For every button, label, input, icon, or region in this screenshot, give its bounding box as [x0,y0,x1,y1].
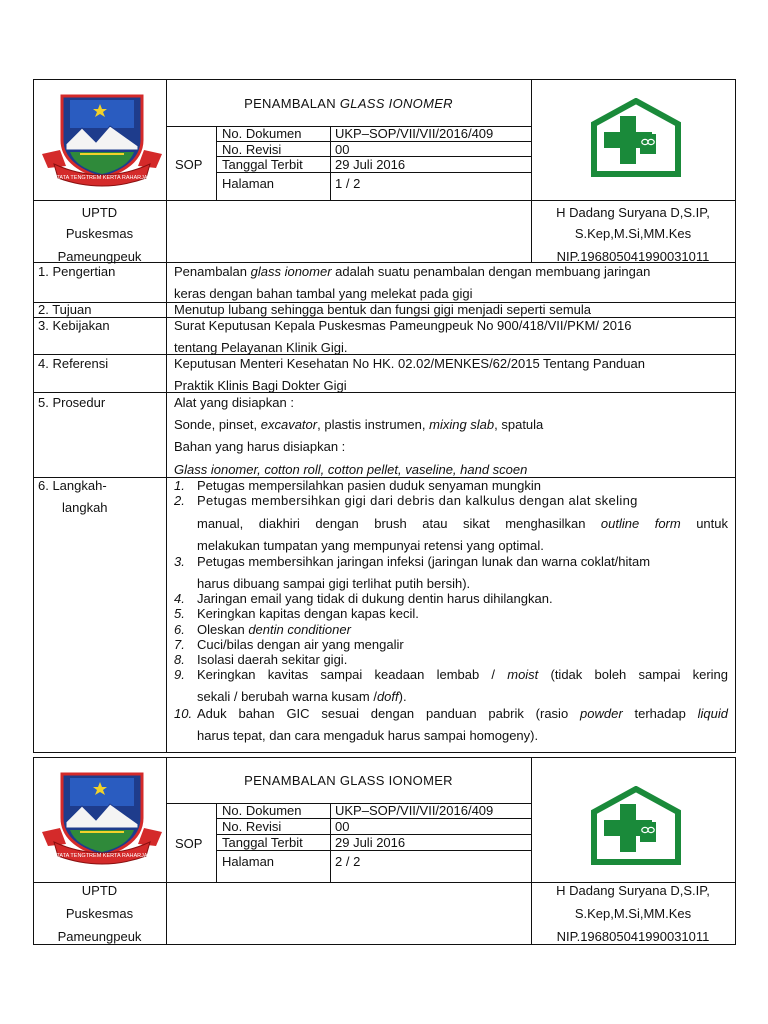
meta-label-halaman: Halaman [222,176,275,191]
step-6-number: 6. [174,622,185,637]
step-6-text: Oleskan dentin conditioner [197,622,351,637]
prosedur-bahan-list: Glass ionomer, cotton roll, cotton pellet, vaseline, hand scoen [174,462,528,477]
doc-title: PENAMBALAN GLASS IONOMER [244,96,453,111]
meta-label-tanggal: Tanggal Terbit [222,157,303,172]
step-8-text: Isolasi daerah sekitar gigi. [197,652,348,667]
step-9-number: 9. [174,667,185,682]
meta2-label-dokumen: No. Dokumen [222,803,302,818]
org-line-1: UPTD [81,205,118,220]
label-prosedur: 5. Prosedur [38,395,106,410]
prosedur-alat-list: Sonde, pinset, excavator, plastis instrumen, mixing slab, spatula [174,417,544,432]
puskesmas-cross-logo-2 [590,786,682,868]
prosedur-bahan-heading: Bahan yang harus disiapkan : [174,439,346,454]
label-referensi: 4. Referensi [38,356,109,371]
garut-crest-logo-2 [40,766,164,866]
step-3-number: 3. [174,554,185,569]
step-10-text-2: harus tepat, dan cara mengaduk harus sampai homogeny). [197,728,539,743]
step-2-text-2: manual, diakhiri dengan brush atau sikat menghasilkan outline form untuk [197,516,728,531]
meta2-value-dokumen: UKP–SOP/VII/VII/2016/409 [335,803,494,818]
step-8-number: 8. [174,652,185,667]
pengertian-line-2: keras dengan bahan tambal yang melekat pada gigi [174,286,473,301]
meta-value-tanggal: 29 Juli 2016 [335,157,406,172]
org2-line-1: UPTD [81,883,118,898]
meta2-label-halaman: Halaman [222,854,275,869]
step-9-text-1: Keringkan kavitas sampai keadaan lembab / moist (tidak boleh sampai kering [197,667,728,682]
meta2-value-halaman: 2 / 2 [335,854,361,869]
svg-text:TATA TENGTREM KERTA RAHARJA: TATA TENGTREM KERTA RAHARJA [56,175,148,181]
signer2-name: H Dadang Suryana D,S.IP, [556,883,710,898]
label-kebijakan: 3. Kebijakan [38,318,110,333]
step-1-text: Petugas mempersilahkan pasien duduk senyaman mungkin [197,478,541,493]
signer-nip: NIP.196805041990031011 [556,249,710,264]
label-langkah-2: langkah [62,500,108,515]
step-10-number: 10. [174,706,193,721]
kebijakan-line-2: tentang Pelayanan Klinik Gigi. [174,340,348,355]
step-3-text-1: Petugas membersihkan jaringan infeksi (jaringan lunak dan warna coklat/hitam [197,554,651,569]
org-line-2: Puskesmas [65,226,134,241]
step-7-number: 7. [174,637,185,652]
step-2-text-3: melakukan tumpatan yang mempunyai retensi yang optimal. [197,538,544,553]
label-pengertian: 1. Pengertian [38,264,116,279]
meta-label-revisi: No. Revisi [222,142,282,157]
tujuan-text: Menutup lubang sehingga bentuk dan fungsi gigi menjadi seperti semula [174,302,592,317]
meta2-value-revisi: 00 [335,819,350,834]
garut-crest-logo [40,88,164,188]
step-2-number: 2. [174,493,185,508]
kebijakan-line-1: Surat Keputusan Kepala Puskesmas Pameungpeuk No 900/418/VII/PKM/ 2016 [174,318,632,333]
puskesmas-cross-logo [590,98,682,180]
org2-line-3: Pameungpeuk [57,929,142,944]
step-3-text-2: harus dibuang sampai gigi terlihat putih bersih). [197,576,471,591]
referensi-line-1: Keputusan Menteri Kesehatan No HK. 02.02/MENKES/62/2015 Tentang Panduan [174,356,645,371]
step-5-text: Keringkan kapitas dengan kapas kecil. [197,606,419,621]
meta2-label-tanggal: Tanggal Terbit [222,835,303,850]
sop-label: SOP [175,157,203,172]
prosedur-alat-heading: Alat yang disiapkan : [174,395,294,410]
step-1-number: 1. [174,478,185,493]
step-4-text: Jaringan email yang tidak di dukung dentin harus dihilangkan. [197,591,553,606]
meta2-value-tanggal: 29 Juli 2016 [335,835,406,850]
meta2-label-revisi: No. Revisi [222,819,282,834]
meta-value-dokumen: UKP–SOP/VII/VII/2016/409 [335,126,494,141]
svg-text:TATA TENGTREM KERTA RAHARJA: TATA TENGTREM KERTA RAHARJA [56,853,148,859]
meta-value-halaman: 1 / 2 [335,176,361,191]
doc-title-2: PENAMBALAN GLASS IONOMER [244,773,453,788]
step-4-number: 4. [174,591,185,606]
signer-name: H Dadang Suryana D,S.IP, [556,205,710,220]
label-tujuan: 2. Tujuan [38,302,92,317]
signer2-nip: NIP.196805041990031011 [556,929,710,944]
pengertian-line-1: Penambalan glass ionomer adalah suatu penambalan dengan membuang jaringan [174,264,651,279]
step-10-text-1: Aduk bahan GIC sesuai dengan panduan pabrik (rasio powder terhadap liquid [197,706,728,721]
step-7-text: Cuci/bilas dengan air yang mengalir [197,637,404,652]
sop-label-2: SOP [175,836,203,851]
step-2-text-1: Petugas membersihkan gigi dari debris dan kalkulus dengan alat skeling [197,493,638,508]
label-langkah-1: 6. Langkah- [38,478,107,493]
signer2-title: S.Kep,M.Si,MM.Kes [574,906,692,921]
meta-label-dokumen: No. Dokumen [222,126,302,141]
step-9-text-2: sekali / berubah warna kusam /doff). [197,689,407,704]
org-line-3: Pameungpeuk [57,249,142,264]
referensi-line-2: Praktik Klinis Bagi Dokter Gigi [174,378,347,393]
step-5-number: 5. [174,606,185,621]
org2-line-2: Puskesmas [65,906,134,921]
meta-value-revisi: 00 [335,142,350,157]
signer-title: S.Kep,M.Si,MM.Kes [574,226,692,241]
